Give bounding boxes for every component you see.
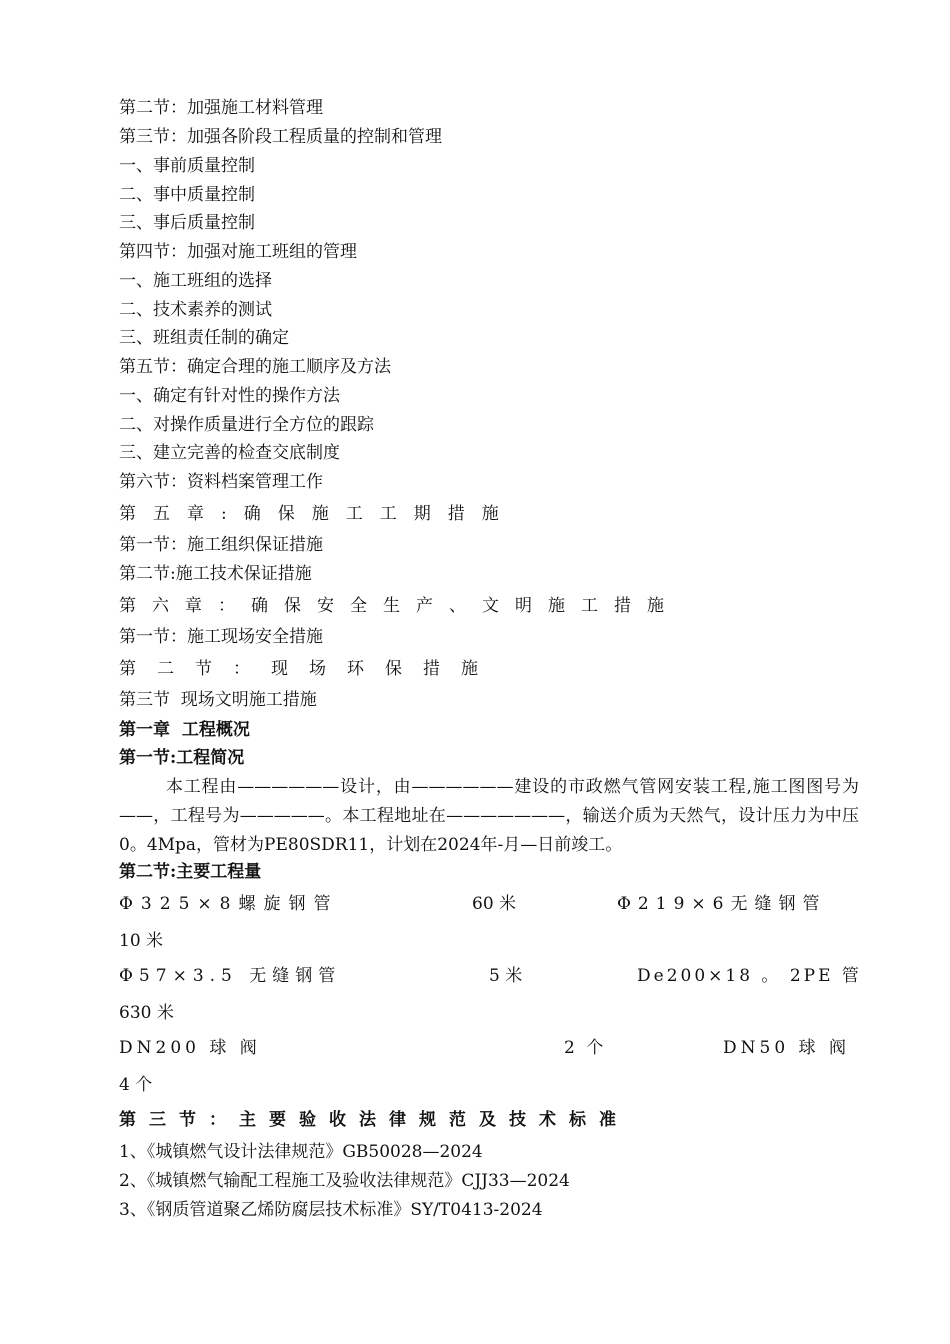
standard-item: 1、《城镇燃气设计法律规范》GB50028—2024 — [119, 1142, 483, 1162]
section-title: 第二节:主要工程量 — [119, 862, 262, 882]
quantity-value: 4 个 — [119, 1075, 153, 1095]
overview-text: 本工程由——————设计，由——————建设的市政燃气管网安装工程,施工图图号为——，工程号为—————。本工程地址在———————，输送介质为天然气，设计压力为中压0。4Mpa，管材为PE80SDR11，计划在2024年-月—日前竣工。 — [119, 777, 859, 855]
toc-line: 一、施工班组的选择 — [119, 271, 272, 291]
toc-line: 第五节：确定合理的施工顺序及方法 — [119, 357, 391, 377]
toc-line: 第五章:确保施工工期措施 — [119, 504, 516, 524]
quantity-item: Φ325×8螺旋钢管 — [119, 894, 339, 914]
quantity-row — [119, 964, 862, 988]
quantity-value: 5 米 — [489, 966, 523, 986]
toc-line: 三、班组责任制的确定 — [119, 328, 289, 348]
toc-line: 一、确定有针对性的操作方法 — [119, 386, 340, 406]
quantity-row — [119, 892, 841, 916]
toc-line: 三、建立完善的检查交底制度 — [119, 443, 340, 463]
standard-item: 3、《钢质管道聚乙烯防腐层技术标准》SY/T0413-2024 — [119, 1200, 543, 1220]
quantity-value: 60 米 — [472, 894, 517, 914]
toc-line: 二、事中质量控制 — [119, 185, 255, 205]
toc-line: 第四节：加强对施工班组的管理 — [119, 242, 357, 262]
toc-line: 第六章：确保安全生产、文明施工措施 — [119, 596, 680, 616]
quantity-item: De200×18 。 2PE 管 — [637, 966, 862, 986]
quantity-value: 630 米 — [119, 1003, 174, 1023]
chapter-title: 第一章 工程概况 — [119, 720, 250, 740]
toc-line: 第一节：施工组织保证措施 — [119, 535, 323, 555]
toc-line: 第一节：施工现场安全措施 — [119, 627, 323, 647]
quantity-item: Φ57×3.5 无缝钢管 — [119, 966, 342, 986]
toc-line: 二、对操作质量进行全方位的跟踪 — [119, 415, 374, 435]
toc-line: 第二节:施工技术保证措施 — [119, 564, 312, 584]
section-title: 第三节：主要验收法律规范及技术标准 — [119, 1110, 629, 1130]
toc-line: 第三节 现场文明施工措施 — [119, 690, 317, 710]
toc-line: 第二节：现场环保措施 — [119, 659, 499, 679]
toc-line: 一、事前质量控制 — [119, 156, 255, 176]
toc-line: 第三节：加强各阶段工程质量的控制和管理 — [119, 127, 442, 147]
quantity-item: DN50 球 阀 — [723, 1038, 850, 1058]
quantity-item: Φ219×6无缝钢管 — [617, 894, 827, 914]
toc-line: 二、技术素养的测试 — [119, 300, 272, 320]
quantity-value: 2 个 — [564, 1038, 607, 1058]
quantity-value: 10 米 — [119, 931, 164, 951]
overview-paragraph — [119, 773, 859, 860]
quantity-item: DN200 球 阀 — [119, 1038, 261, 1058]
toc-line: 第二节：加强施工材料管理 — [119, 98, 323, 118]
toc-line: 第六节：资料档案管理工作 — [119, 472, 323, 492]
section-title: 第一节:工程简况 — [119, 748, 245, 768]
standard-item: 2、《城镇燃气输配工程施工及验收法律规范》CJJ33—2024 — [119, 1171, 570, 1191]
quantity-row — [119, 1036, 850, 1060]
toc-line: 三、事后质量控制 — [119, 213, 255, 233]
